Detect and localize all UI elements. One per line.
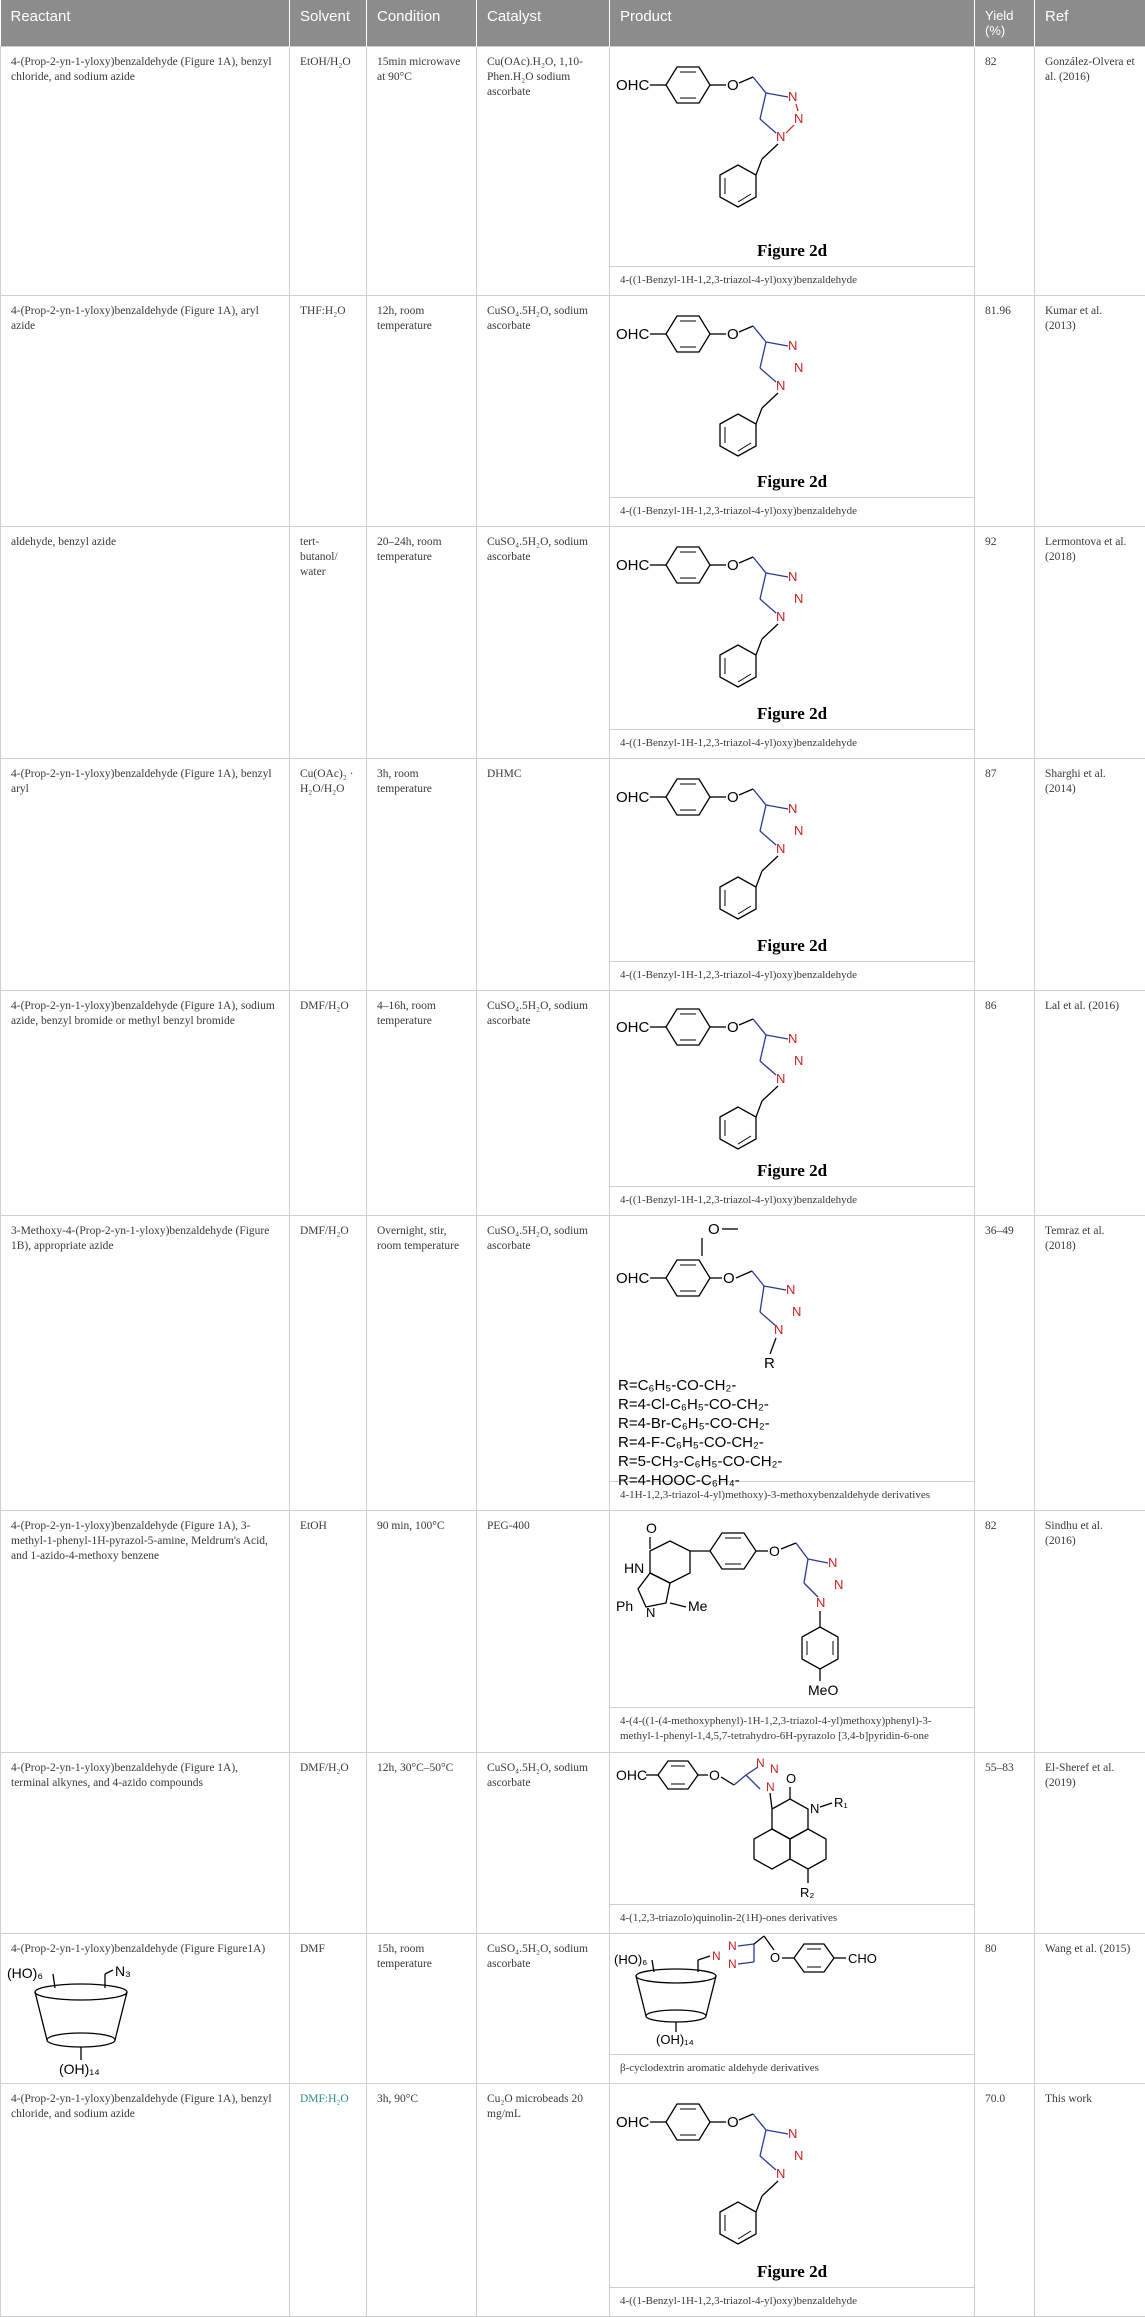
yield-cell: 55–83 [975,1753,1035,1934]
product-caption: 4-1H-1,2,3-triazol-4-yl)methoxy)-3-methoxybenzaldehyde derivatives [610,1481,974,1510]
reactant-cell: 4-(Prop-2-yn-1-yloxy)benzaldehyde (Figure 1A), terminal alkynes, and 4-azido compounds [1,1753,290,1934]
product-caption: 4-(1,2,3-triazolo)quinolin-2(1H)-ones derivatives [610,1904,974,1933]
reactant-cell: 4-(Prop-2-yn-1-yloxy)benzaldehyde (Figure 1A), benzyl chloride, and sodium azide [1,2084,290,2317]
n-label: N [788,569,797,584]
n-label: N [770,1762,779,1776]
table-row [1,991,1145,1216]
r-group: R=4-F-C₆H₅-CO-CH₂- [618,1433,782,1452]
o-label: O [727,557,739,574]
n-label: N [794,1053,803,1068]
reactant-cell: 4-(Prop-2-yn-1-yloxy)benzaldehyde (Figure 1A), benzyl chloride, and sodium azide [1,47,290,296]
r-group: R=4-Br-C₆H₅-CO-CH₂- [618,1414,782,1433]
catalyst-cell: Cu₂O microbeads 20 mg/mL [477,2084,610,2317]
n-label: N [794,823,803,838]
product-cell [610,759,975,991]
ref-cell: González-Olvera et al. (2016) [1035,47,1145,296]
product-cell [610,991,975,1216]
cyclodextrin-aldehyde-structure [610,1934,975,2049]
catalyst-cell: CuSO₄.5H₂O, sodium ascorbate [477,991,610,1216]
condition-cell: 12h, 30°C–50°C [367,1753,477,1934]
n-label: N [828,1555,837,1570]
col-catalyst: Catalyst [477,0,610,47]
col-yield: Yield (%) [975,0,1035,47]
catalyst-cell: CuSO₄.5H₂O, sodium ascorbate [477,296,610,527]
ho6-label: (HO)₆ [7,1965,43,1981]
benzyl-triazole-structure [610,991,975,1171]
figure-label: Figure 2d [610,1163,974,1178]
yield-cell: 70.0 [975,2084,1035,2317]
yield-cell: 87 [975,759,1035,991]
condition-cell: Overnight, stir, room temperature [367,1216,477,1511]
product-caption: 4-((1-Benzyl-1H-1,2,3-triazol-4-yl)oxy)benzaldehyde [610,266,974,295]
ref-cell: Sharghi et al. (2014) [1035,759,1145,991]
n-label: N [756,1756,765,1770]
n-label: N [776,2166,785,2181]
oxo-label: O [646,1520,657,1536]
catalyst-cell: CuSO₄.5H₂O, sodium ascorbate [477,1934,610,2084]
benzyl-triazole-structure [610,47,975,247]
o-label: O [769,1543,780,1559]
ho6-label: (HO)₆ [614,1952,647,1967]
table-row [1,296,1145,527]
o-label: O [708,1221,720,1238]
oh14-label: (OH)₁₄ [59,2061,100,2077]
cyclodextrin-azide-structure [5,1958,205,2078]
reactant-cell: aldehyde, benzyl azide [1,527,290,759]
table-row [1,1216,1145,1511]
o-label: O [727,789,739,806]
cho-label: OHC [616,77,650,94]
col-solvent: Solvent [290,0,367,47]
solvent-cell: THF:H₂O [290,296,367,527]
n-label: N [788,801,797,816]
n-label: N [776,129,785,144]
meo-label: MeO [808,1682,838,1698]
product-cell [610,296,975,527]
structure-image [610,2084,974,2287]
yield-cell: 80 [975,1934,1035,2084]
n-label: N [788,89,797,104]
structure-image [610,1934,974,2054]
product-cell [610,1216,975,1511]
r2-label: R₂ [800,1885,814,1900]
ref-cell: Lal et al. (2016) [1035,991,1145,1216]
o-label: O [727,326,739,343]
condition-cell: 15min microwave at 90°C [367,47,477,296]
ref-cell: This work [1035,2084,1145,2317]
catalyst-cell: CuSO₄.5H₂O, sodium ascorbate [477,527,610,759]
solvent-cell: Cu(OAc)₂ · H₂O/H₂O [290,759,367,991]
structure-image [610,527,974,729]
me-label: Me [688,1598,708,1614]
o-label: O [723,1270,735,1287]
n-label: N [816,1595,825,1610]
figure-label: Figure 2d [610,474,974,489]
solvent-cell: EtOH/H₂O [290,47,367,296]
ref-cell: Wang et al. (2015) [1035,1934,1145,2084]
benzyl-triazole-structure [610,296,975,486]
n-label: N [794,591,803,606]
cho-label: OHC [616,1767,647,1783]
condition-cell: 12h, room temperature [367,296,477,527]
catalyst-cell: CuSO₄.5H₂O, sodium ascorbate [477,1216,610,1511]
n-label: N [774,1322,783,1337]
r-label: R [764,1355,775,1372]
table-row [1,1934,1145,2084]
reactant-cell [1,1934,290,2084]
o-label: O [709,1767,720,1783]
product-cell [610,527,975,759]
table-row [1,1753,1145,1934]
cho-label: OHC [616,1019,650,1036]
catalyst-cell: Cu(OAc).H₂O, 1,10-Phen.H₂O sodium ascorbate [477,47,610,296]
n-label: N [794,360,803,375]
ref-cell: El-Sheref et al. (2019) [1035,1753,1145,1934]
cho-label: OHC [616,2114,650,2131]
r-group: R=4-Cl-C₆H₅-CO-CH₂- [618,1395,782,1414]
solvent-cell: DMF/H₂O [290,1216,367,1511]
n-label: N [788,338,797,353]
cho-label: OHC [616,557,650,574]
methoxy-triazole-structure [610,1216,975,1376]
figure-label: Figure 2d [610,243,974,258]
n-label: N [810,1801,819,1816]
n-label: N [712,1949,721,1963]
n-label: N [728,1957,737,1971]
ref-cell: Temraz et al. (2018) [1035,1216,1145,1511]
reactant-cell: 4-(Prop-2-yn-1-yloxy)benzaldehyde (Figure 1A), benzyl aryl [1,759,290,991]
reactant-text: 4-(Prop-2-yn-1-yloxy)benzaldehyde (Figure Figure1A) [11,1942,279,1957]
oxo-label: O [786,1771,796,1786]
cho-label: OHC [616,1270,650,1287]
yield-cell: 92 [975,527,1035,759]
solvent-cell: EtOH [290,1511,367,1753]
product-caption: 4-(4-((1-(4-methoxyphenyl)-1H-1,2,3-triazol-4-yl)methoxy)phenyl)-3-methyl-1-phenyl-1,4,5,7-tetrahydro-6H-pyrazolo [3,4-b]pyridin-6-one [610,1707,974,1752]
product-caption: 4-((1-Benzyl-1H-1,2,3-triazol-4-yl)oxy)benzaldehyde [610,729,974,758]
benzyl-triazole-structure [610,2084,975,2274]
table-row [1,527,1145,759]
ref-cell: Sindhu et al. (2016) [1035,1511,1145,1753]
figure-label: Figure 2d [610,938,974,953]
n-label: N [794,111,803,126]
r-group-list [618,1376,782,1490]
ref-cell: Lermontova et al. (2018) [1035,527,1145,759]
condition-cell: 20–24h, room temperature [367,527,477,759]
n-label: N [786,1282,795,1297]
reactant-cell: 3-Methoxy-4-(Prop-2-yn-1-yloxy)benzaldehyde (Figure 1B), appropriate azide [1,1216,290,1511]
n-label: N [788,2126,797,2141]
benzyl-triazole-structure [610,527,975,717]
cho-label: OHC [616,789,650,806]
benzyl-triazole-structure [610,759,975,949]
structure-image [610,1511,974,1707]
col-condition: Condition [367,0,477,47]
reactant-cell: 4-(Prop-2-yn-1-yloxy)benzaldehyde (Figure 1A), aryl azide [1,296,290,527]
condition-cell: 3h, 90°C [367,2084,477,2317]
triazoloquinolinone-structure [610,1753,975,1903]
header-row [1,0,1145,47]
condition-cell: 90 min, 100°C [367,1511,477,1753]
structure-image [610,759,974,961]
yield-cell: 82 [975,1511,1035,1753]
product-cell [610,1511,975,1753]
col-reactant: Reactant [1,0,290,47]
catalyst-cell: PEG-400 [477,1511,610,1753]
yield-cell: 82 [975,47,1035,296]
n-label: N [776,841,785,856]
structure-image [610,296,974,497]
structure-image [610,47,974,266]
hn-label: HN [624,1560,644,1576]
cho-label: OHC [616,326,650,343]
n-label: N [792,1304,801,1319]
n-label: N [776,609,785,624]
solvent-cell: tert-butanol/ water [290,527,367,759]
ref-cell: Kumar et al. (2013) [1035,296,1145,527]
yield-cell: 81.96 [975,296,1035,527]
figure-label: Figure 2d [610,2264,974,2279]
table-row [1,759,1145,991]
n-label: N [834,1577,843,1592]
n3-label: N₃ [115,1963,131,1979]
n-label: N [788,1031,797,1046]
n-label: N [646,1605,655,1620]
cho-label: CHO [848,1951,877,1966]
n-label: N [776,378,785,393]
reactant-cell: 4-(Prop-2-yn-1-yloxy)benzaldehyde (Figure 1A), sodium azide, benzyl bromide or methyl benzyl bromide [1,991,290,1216]
condition-cell: 3h, room temperature [367,759,477,991]
n-label: N [766,1780,775,1794]
r-group: R=C₆H₅-CO-CH₂- [618,1376,782,1395]
o-label: O [727,1019,739,1036]
solvent-cell: DMF/H₂O [290,1753,367,1934]
product-caption: 4-((1-Benzyl-1H-1,2,3-triazol-4-yl)oxy)benzaldehyde [610,1186,974,1215]
structure-image [610,991,974,1186]
product-cell [610,47,975,296]
yield-cell: 86 [975,991,1035,1216]
pyrazolopyridinone-structure [610,1511,975,1716]
product-cell [610,1934,975,2084]
yield-cell: 36–49 [975,1216,1035,1511]
product-cell [610,2084,975,2317]
structure-image [610,1753,974,1904]
n-label: N [728,1939,737,1953]
reactant-cell: 4-(Prop-2-yn-1-yloxy)benzaldehyde (Figure 1A), 3-methyl-1-phenyl-1H-pyrazol-5-amine, Meldrum's Acid, and 1-azido-4-methoxy benzene [1,1511,290,1753]
n-label: N [776,1071,785,1086]
table-row [1,47,1145,296]
product-caption: β-cyclodextrin aromatic aldehyde derivatives [610,2054,974,2083]
product-caption: 4-((1-Benzyl-1H-1,2,3-triazol-4-yl)oxy)benzaldehyde [610,961,974,990]
product-caption: 4-((1-Benzyl-1H-1,2,3-triazol-4-yl)oxy)benzaldehyde [610,497,974,526]
figure-label: Figure 2d [610,706,974,721]
table-row [1,2084,1145,2317]
product-cell [610,1753,975,1934]
condition-cell: 4–16h, room temperature [367,991,477,1216]
table-row [1,1511,1145,1753]
col-product: Product [610,0,975,47]
product-caption: 4-((1-Benzyl-1H-1,2,3-triazol-4-yl)oxy)benzaldehyde [610,2287,974,2316]
r-group: R=5-CH₃-C₆H₅-CO-CH₂- [618,1452,782,1471]
n-label: N [794,2148,803,2163]
catalyst-cell: DHMC [477,759,610,991]
o-label: O [770,1950,780,1965]
o-label: O [727,77,739,94]
r-group: R=4-HOOC-C₆H₄- [618,1471,782,1490]
solvent-cell: DMF:H₂O [290,2084,367,2317]
ph-label: Ph [616,1598,633,1614]
solvent-cell: DMF/H₂O [290,991,367,1216]
r1-label: R₁ [834,1795,848,1810]
oh14-label: (OH)₁₄ [656,2032,694,2047]
catalyst-cell: CuSO₄.5H₂O, sodium ascorbate [477,1753,610,1934]
structure-image [610,1216,974,1481]
o-label: O [727,2114,739,2131]
condition-cell: 15h, room temperature [367,1934,477,2084]
col-ref: Ref [1035,0,1145,47]
solvent-cell: DMF [290,1934,367,2084]
